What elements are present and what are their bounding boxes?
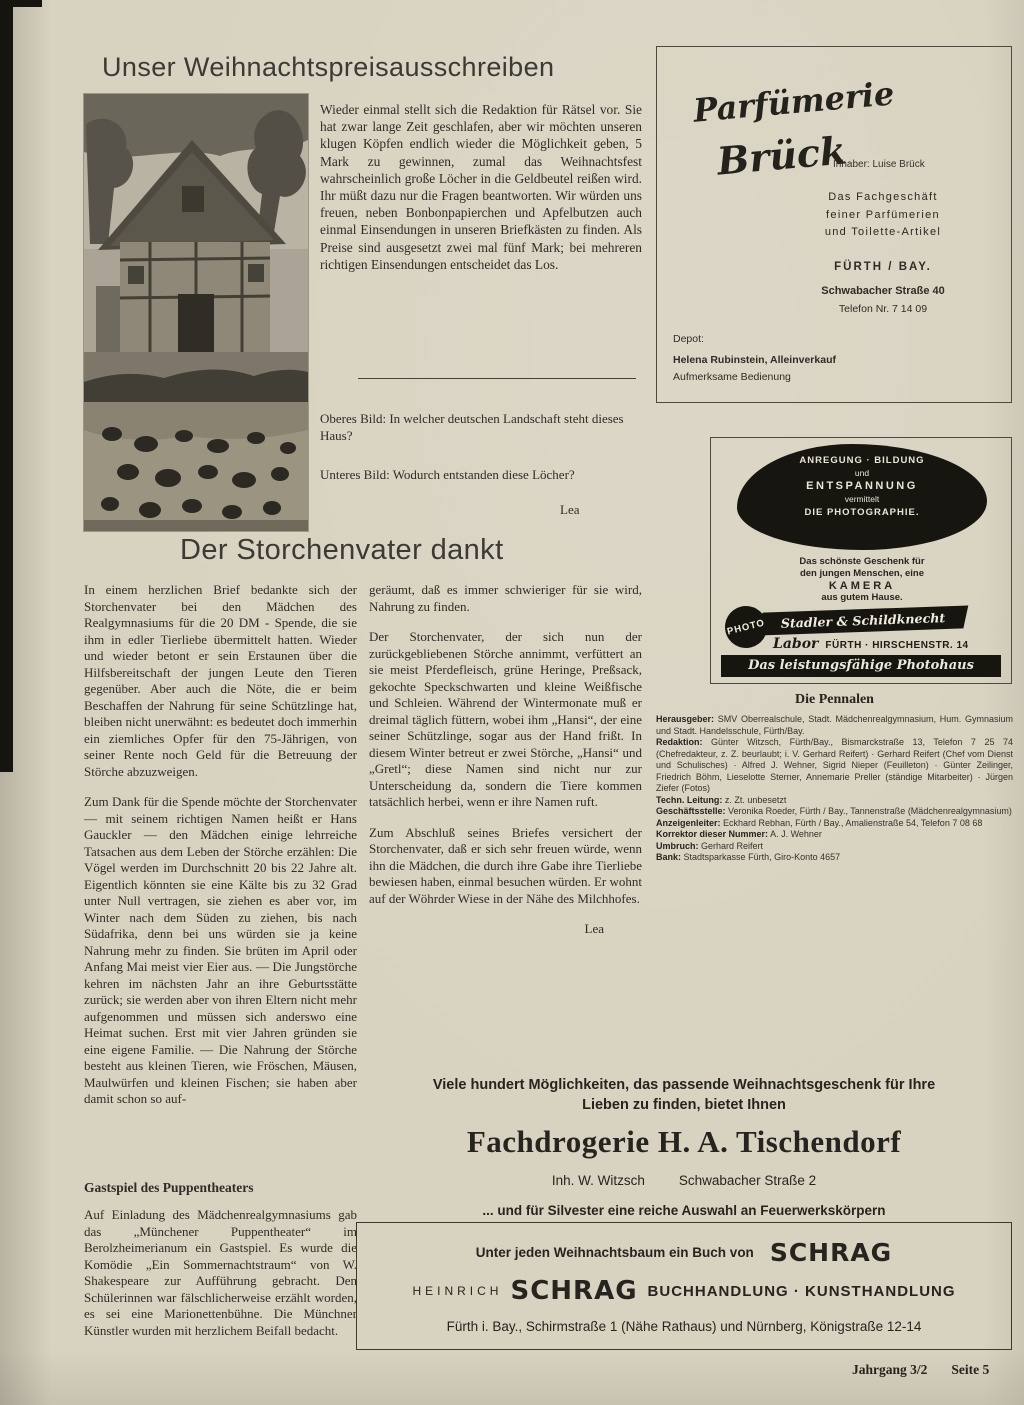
brueck-logo-script-line2: Brück [715,127,848,184]
page-footer [852,1362,989,1378]
ad-fachdrogerie-tischendorf [356,1076,1012,1218]
blob-line: DIE PHOTOGRAPHIE. [804,507,920,518]
tischendorf-owner: Inh. W. Witzsch [551,1173,645,1188]
impressum-text: Günter Witzsch, Fürth/Bay., Bismarckstraße 13, Telefon 7 25 74 (Chefredakteur, z. Z. beurlaubt; i. V. Gerhard Reifert) · Gerhard Reifert (Chef vom Dienst und Schulisches) · Alfred J. Wehner, Sigrid Nieper (Feuilleton) · Günter Zeilinger, Friedrich Böhm, Lieselotte Sterner, Annemarie Preller (ständige Mitarbeiter) · Jürgen Ziefer (Fotos) [656,737,1013,793]
schrag-line1: Unter jeden Weihnachtsbaum ein Buch von [475,1245,754,1260]
stork-signature: Lea [584,921,604,936]
brueck-description [767,189,999,242]
blob-line: ENTSPANNUNG [806,480,918,492]
photo-labor-line [773,635,969,653]
impressum-text: Eckhard Rebhan, Fürth / Bay., Amalienstraße 54, Telefon 7 08 68 [723,817,983,828]
impressum-text: Veronika Roeder, Fürth / Bay., Tannenstraße (Mädchenrealgymnasium) [728,806,1012,816]
brueck-desc-line: und Toilette-Artikel [824,226,942,238]
brueck-street: Schwabacher Straße 40 [821,285,945,297]
impressum-label: Anzeigenleiter: [656,817,721,828]
stork-column-2 [369,582,642,938]
tischendorf-outro: ... und für Silvester eine reiche Auswahl an Feuerwerkskörpern [482,1203,886,1218]
photo-logo-circle-icon [721,602,772,653]
lead-headline: Unser Weihnachtspreisausschreiben [102,52,555,82]
lead-signature: Lea [560,502,580,517]
stork-paragraph: Zum Abschluß seines Briefes versichert der Storchenvater, daß er sich sehr freuen würde, wenn ihn die Mädchen, die durch ihre Gabe ihre Tierliebe bewiesen haben, einmal besuchen würden. Er wohnt auf der Wöhrder Wiese in der Nähe des Milchhofes. [369,824,642,906]
gift-line: Das schönste Geschenk für [799,556,925,567]
impressum-label: Redaktion: [656,737,703,747]
photo-tagline-bar: Das leistungsfähige Photohaus [721,655,1001,677]
brueck-depot-line1: Helena Rubinstein, Alleinverkauf [673,354,836,366]
stork-paragraph: Der Storchenvater, der sich nun der zurückgebliebenen Störche annimmt, verfüttert an sie meist Pferdefleisch, grüne Heringe, Preßsack, gekochte Speckschwarten und kleine Weißfische und Schleien. Während der Wintermonate muß er dreimal täglich füttern, wobei ihm „Hansi“, der eine seiner Schützlinge, sogar aus der Hand frißt. In diesem Winter betreut er zwei Störche, „Hansi“ und „Gretl“; diese Namen sind nicht nur zur Unterscheidung da, sondern die Tiere kommen tatsächlich herbei, wenn er ihre Namen ruft. [369,629,642,809]
impressum-title: Die Pennalen [795,692,874,707]
tischendorf-street: Schwabacher Straße 2 [678,1173,817,1188]
photo-ad-gift-text [747,556,977,604]
impressum-entry [656,714,1013,737]
stork-paragraph: geräumt, daß es immer schwieriger für sie wird, Nahrung zu finden. [369,582,642,614]
impressum-entry [656,795,1013,807]
impressum-entry [656,829,1013,841]
impressum-label: Korrektor dieser Nummer: [656,829,769,839]
schrag-address: Fürth i. Bay., Schirmstraße 1 (Nähe Rathaus) und Nürnberg, Königstraße 12-14 [446,1319,922,1334]
footer-page-number: Seite 5 [951,1362,990,1377]
ad-photo-stadler-schildknecht [710,437,1012,684]
stork-paragraph: Zum Dank für die Spende möchte der Storchenvater — mit seinem richtigen Namen heißt er Hans Gauckler — den Mädchen einige lehrreiche Tatsachen aus dem Leben der Störche erzählen: Die Vögel werden im Durchschnitt 20 bis 22 Jahre alt. Eigentlich könnten sie eine Kälte bis zu 32 Grad unter Null vertragen, sie ziehen es aber vor, im Winter nach dem Süden zu ziehen, bis nach Südafrika, denn bei uns würden sie ja keine Nahrung mehr zu finden. Sie brüten im April oder Anfang Mai meist vier Eier aus. — Die Jungstörche kehren im nächsten Jahr an ihre Geburtsstätte zurück; sie werden aber von ihren Eltern nicht mehr aufgenommen und müssen sich anderswo eine Heimat suchen. Erst mit vier Jahren gründen sie eine eigene Familie. — Die Nahrung der Störche besteht aus kleinen Tieren, wie Fröschen, Mäusen, Maulwürfen und kleinen Fischen; sie haben aber damit schon so auf- [84,794,357,1106]
puppet-theatre-note [84,1180,357,1339]
photo-logo-circle-text: PHOTO [725,616,767,638]
brueck-depot-line2: Aufmerksame Bedienung [673,371,791,383]
photo-logo-band [758,605,969,635]
photo-ad-blob [737,444,987,550]
blob-line: vermittelt [844,494,880,504]
schrag-row1 [357,1238,1011,1267]
photo-logo-row [725,606,999,654]
schrag-name-prefix: HEINRICH [412,1284,503,1298]
tischendorf-name: Fachdrogerie H. A. Tischendorf [466,1124,902,1159]
impressum-text: Gerhard Reifert [701,840,764,851]
stork-paragraph: In einem herzlichen Brief bedankte sich der Storchenvater bei den Mädchen des Realgymnasiums für die 20 DM - Spende, die sie ihm in edler Tierliebe übermittelt hatten. Wieder und wieder betont er sein Erstaunen über die Hilfsbereitschaft der jungen Leute den Tieren gegenüber. Aber auch die Nöte, die er beim Beschaffen der Nahrung für seine Schützlinge hat, bleiben nicht unerwähnt: es bedeutet doch immerhin ein ziemliches Opfer für den 75-Jährigen, von seiner Rente noch Geld für die Betreuung der Störche abzuzweigen. [84,582,357,779]
caption-upper-picture: Oberes Bild: In welcher deutschen Landschaft steht dieses Haus? [320,411,624,443]
scan-edge-left [0,0,13,772]
schrag-name-suffix: BUCHHANDLUNG · KUNSTHANDLUNG [647,1283,956,1300]
impressum-text: SMV Oberrealschule, Stadt. Mädchenrealgymnasium, Hum. Gymnasium und Stadt. Handelsschule, Fürth/Bay. [656,714,1013,736]
schrag-row2 [357,1276,1011,1306]
impressum-text: Stadtsparkasse Fürth, Giro-Konto 4657 [683,852,841,862]
brueck-desc-line: Das Fachgeschäft [828,191,938,203]
brueck-depot-label: Depot: [673,333,704,345]
brueck-phone: Telefon Nr. 7 14 09 [838,303,928,315]
tischendorf-subline [356,1173,1012,1188]
brueck-desc-line: feiner Parfümerien [826,208,940,221]
section-divider [358,378,636,379]
blob-line: ANREGUNG · BILDUNG [799,455,925,466]
schrag-brand-logo-large: SCHRAG [510,1276,638,1306]
impressum-label: Bank: [656,852,682,862]
ad-schrag-buchhandlung [356,1222,1012,1350]
tischendorf-intro: Viele hundert Möglichkeiten, das passende Weihnachtsgeschenk für Ihre Lieben zu finden, bietet Ihnen [432,1077,936,1113]
gift-line-kamera: KAMERA [828,580,896,592]
brueck-owner: Inhaber: Luise Brück [833,159,925,170]
blob-line: und [854,468,870,478]
stork-headline: Der Storchenvater dankt [180,534,504,566]
gift-line: den jungen Menschen, eine [799,568,925,579]
brueck-logo-script-line1: Parfümerie [691,74,896,130]
labor-script: Labor [773,636,819,652]
impressum-label: Techn. Leitung: [656,794,723,805]
footer-issue: Jahrgang 3/2 [852,1362,928,1377]
impressum-entry [656,852,1013,864]
brueck-city: FÜRTH / BAY. [834,261,932,273]
impressum-label: Herausgeber: [656,714,715,724]
impressum-entry [656,818,1013,830]
schrag-brand-logo: SCHRAG [769,1238,893,1267]
caption-lower-picture: Unteres Bild: Wodurch entstanden diese Löcher? [320,467,575,482]
gift-line: aus gutem Hause. [821,592,903,603]
ad-parfuemerie-brueck [656,46,1012,403]
impressum [656,692,1013,864]
labor-address: FÜRTH · HIRSCHENSTR. 14 [825,640,969,651]
impressum-label: Umbruch: [656,840,699,851]
farmhouse-cliff-photo-image [84,94,308,531]
impressum-label: Geschäftsstelle: [656,806,726,816]
contest-photo [84,94,308,531]
impressum-entry [656,737,1013,795]
impressum-entry [656,806,1013,818]
impressum-text: A. J. Wehner [770,829,822,839]
stork-column-1 [84,582,357,1108]
impressum-entry [656,841,1013,853]
impressum-text: z. Zt. unbesetzt [724,794,787,805]
puppet-headline: Gastspiel des Puppentheaters [84,1180,254,1195]
lead-body-text: Wieder einmal stellt sich die Redaktion für Rätsel vor. Sie hat zwar lange Zeit geschlafen, aber wir möchten unseren klugen Köpfen endlich wieder die Möglichkeit geben, 5 Mark zu gewinnen, zumal das Weihnachtsfest wahrscheinlich große Löcher in die Geldbeutel reißen wird. Ihr müßt dazu nur die Fragen beantworten. Wir würden uns freuen, neben Bonbonpapierchen und Apfelbutzen auch einmal Einsendungen in unseren Briefkästen zu finden. Als Preise sind ausgesetzt zwei mal fünf Mark; bei mehreren richtigen Einsendungen entscheidet das Los. [320,102,642,272]
puppet-body: Auf Einladung des Mädchenrealgymnasiums gab das „Münchener Puppentheater“ im Berolzheimerianum ein Gastspiel. Es wurde die Komödie „Ein Sommernachtstraum“ von W. Shakespeare zur Aufführung gebracht. Den Schülerinnen war fälschlicherweise erzählt worden, es sei eine Marionettenbühne. Die Münchner Künstler wurden mit herzlichem Beifall bedacht. [84,1207,357,1338]
scan-edge-top [0,0,42,7]
photo-logo-script: Stadler & Schildknecht [780,610,946,631]
